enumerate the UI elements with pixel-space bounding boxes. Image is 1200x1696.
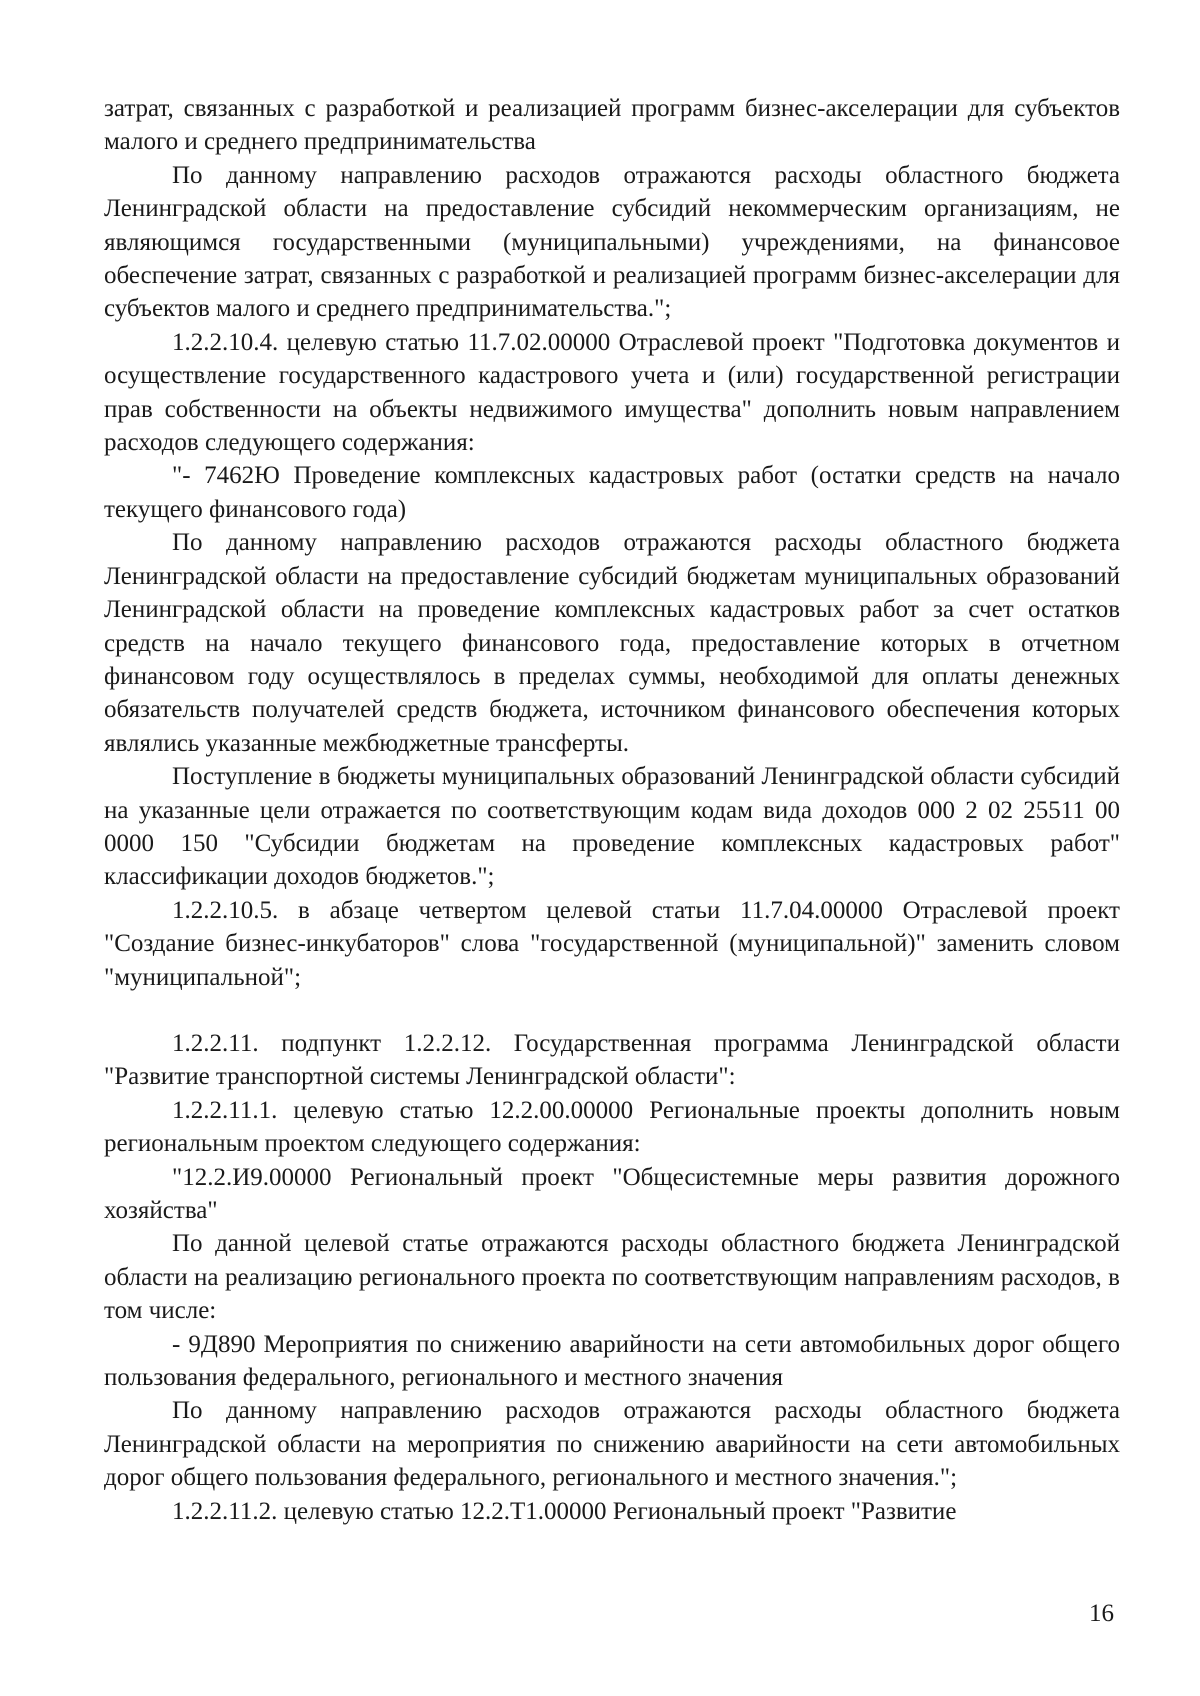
paragraph: - 9Д890 Мероприятия по снижению аварийности на сети автомобильных дорог общего пользования федерального, регионального и местного значения [104,1330,1120,1392]
paragraph-clause-1-2-2-11-2: 1.2.2.11.2. целевую статью 12.2.Т1.00000 Региональный проект "Развитие [172,1497,957,1525]
paragraph: По данной целевой статье отражаются расходы областного бюджета Ленинградской области на реализацию регионального проекта по соответствующим направлениям расходов, в том числе: [104,1230,1120,1325]
page-number: 16 [1089,1600,1114,1627]
paragraph-continuation: затрат, связанных с разработкой и реализацией программ бизнес-акселерации для субъектов малого и среднего предпринимательства [104,95,1120,156]
paragraph-clause-1-2-2-10-4: 1.2.2.10.4. целевую статью 11.7.02.00000 Отраслевой проект "Подготовка документов и осуществление государственного кадастрового учета и (или) государственной регистрации прав собственности на объекты недвижимого имущества" дополнить новым направлением расходов следующего содержания: [104,328,1120,457]
paragraph: По данному направлению расходов отражаются расходы областного бюджета Ленинградской области на предоставление субсидий некоммерческим организациям, не являющимся государственными (муниципальными) учреждениями, на финансовое обеспечение затрат, связанных с разработкой и реализацией программ бизнес-акселерации для субъектов малого и среднего предпринимательства."; [104,161,1120,323]
paragraph: По данному направлению расходов отражаются расходы областного бюджета Ленинградской области на мероприятия по снижению аварийности на сети автомобильных дорог общего пользования федерального, регионального и местного значения."; [104,1397,1120,1492]
paragraph-clause-1-2-2-11: 1.2.2.11. подпункт 1.2.2.12. Государственная программа Ленинградской области "Развитие транспортной системы Ленинградской области": [104,1029,1120,1091]
paragraph-clause-1-2-2-11-1: 1.2.2.11.1. целевую статью 12.2.00.00000 Региональные проекты дополнить новым региональным проектом следующего содержания: [104,1096,1120,1158]
paragraph: "12.2.И9.00000 Региональный проект "Общесистемные меры развития дорожного хозяйства" [104,1163,1120,1224]
paragraph: Поступление в бюджеты муниципальных образований Ленинградской области субсидий на указанные цели отражается по соответствующим кодам вида доходов 000 2 02 25511 00 0000 150 "Субсидии бюджетам на проведение комплексных кадастровых работ" классификации доходов бюджетов."; [104,763,1120,891]
paragraph: По данному направлению расходов отражаются расходы областного бюджета Ленинградской области на предоставление субсидий бюджетам муниципальных образований Ленинградской области на проведение комплексных кадастровых работ за счет остатков средств на начало текущего финансового года, предоставление которых в отчетном финансовом году осуществлялось в пределах суммы, необходимой для оплаты денежных обязательств получателей средств бюджета, источником финансового обеспечения которых являлись указанные межбюджетные трансферты. [104,529,1120,757]
paragraph-clause-1-2-2-10-5: 1.2.2.10.5. в абзаце четвертом целевой статьи 11.7.04.00000 Отраслевой проект "Создание бизнес-инкубаторов" слова "государственной (муниципальной)" заменить словом "муниципальной"; [104,896,1120,991]
document-body [104,92,1120,1528]
paragraph: "- 7462Ю Проведение комплексных кадастровых работ (остатки средств на начало текущего финансового года) [104,462,1120,523]
